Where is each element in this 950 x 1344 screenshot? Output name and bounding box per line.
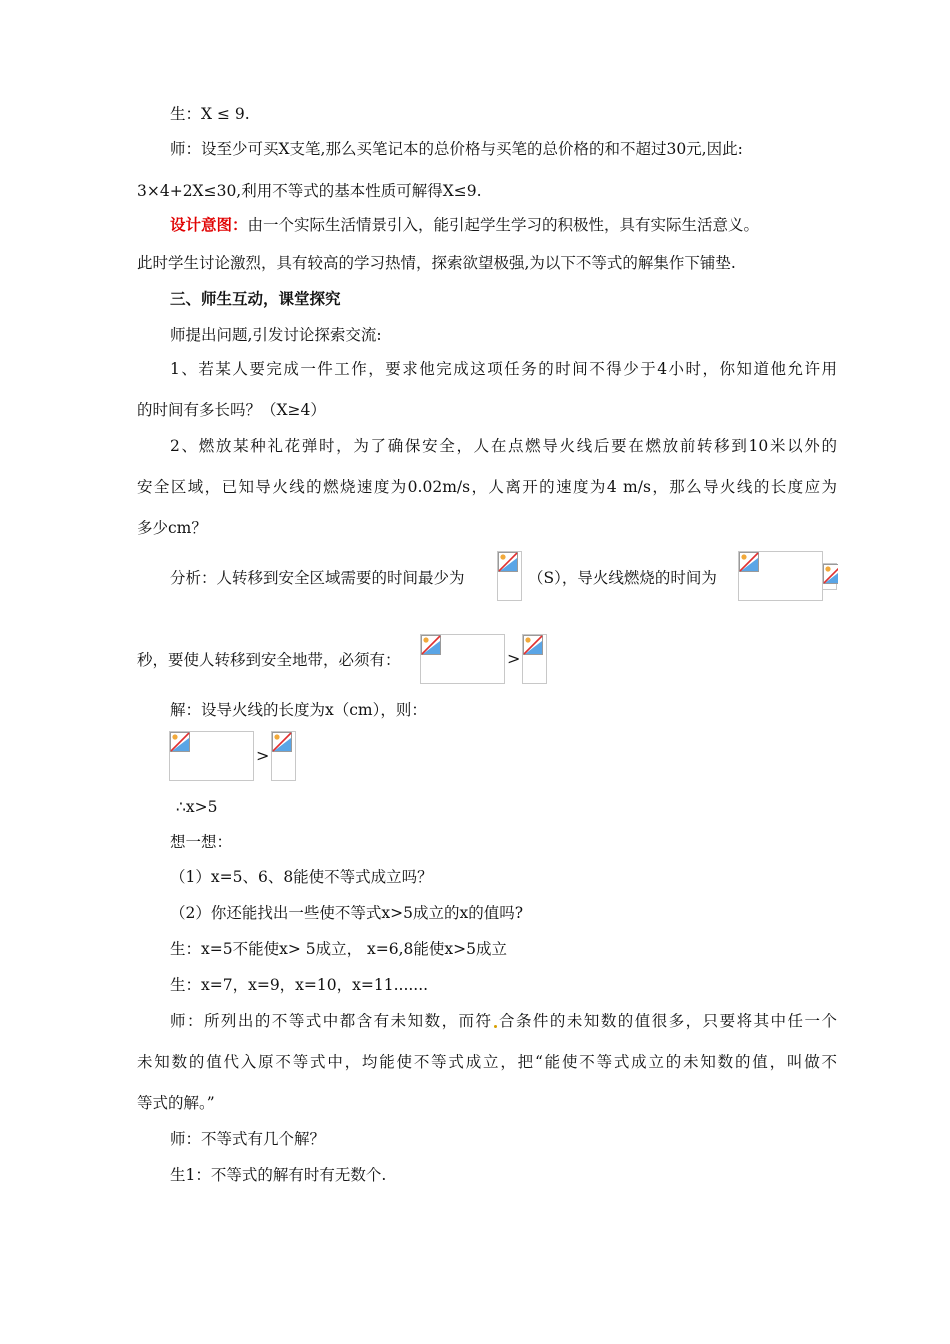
- analysis-text-1: 分析：人转移到安全区域需要的时间最少为: [170, 569, 465, 587]
- greater-than-sign: >: [507, 649, 521, 668]
- student-line-2: 生：x=7，x=9，x=10，x=11.......: [170, 976, 429, 994]
- student-line-1: 生：x=5不能使x> 5成立， x=6,8能使x>5成立: [170, 940, 508, 958]
- formula-image: [822, 563, 837, 590]
- question-2-line-3: 多少cm？: [137, 519, 207, 537]
- formula-image: [738, 551, 823, 601]
- prompt-line: 师提出问题,引发讨论探索交流:: [170, 326, 382, 344]
- broken-image-icon: [523, 635, 543, 655]
- think-heading: 想一想：: [170, 833, 233, 851]
- question-2-line-2: 安全区域，已知导火线的燃烧速度为0.02m/s，人离开的速度为4 m/s，那么导火线的长度应为: [137, 478, 837, 496]
- broken-image-icon: [739, 552, 759, 572]
- section-heading: 三、师生互动，课堂探究: [170, 289, 341, 308]
- formula-image: [420, 634, 505, 684]
- broken-image-icon: [498, 552, 518, 572]
- think-item-2: （2）你还能找出一些使不等式x>5成立的x的值吗?: [170, 904, 524, 922]
- teacher-line: 师：设至少可买X支笔,那么买笔记本的总价格与买笔的总价格的和不超过30元,因此:: [170, 140, 743, 158]
- teacher-explain-line-3: 等式的解。”: [137, 1094, 215, 1112]
- formula-image: [522, 634, 547, 684]
- teacher-question-line: 师：不等式有几个解？: [170, 1130, 326, 1148]
- question-2-line-1: 2、燃放某种礼花弹时，为了确保安全，人在点燃导火线后要在燃放前转移到10米以外的: [170, 437, 837, 455]
- formula-image: [169, 731, 254, 781]
- broken-image-icon: [421, 635, 441, 655]
- teacher-explain-line-1: [170, 1011, 837, 1031]
- student-line-3: 生1：不等式的解有时有无数个.: [170, 1166, 387, 1184]
- therefore-line: ∴x>5: [176, 798, 218, 816]
- design-intent-line: [170, 215, 759, 235]
- think-item-1: （1）x=5、6、8能使不等式成立吗？: [170, 868, 433, 886]
- broken-image-icon: [823, 564, 838, 584]
- discussion-line: 此时学生讨论激烈，具有较高的学习热情，探索欲望极强,为以下不等式的解集作下铺垫.: [137, 254, 736, 272]
- design-intent-label: 设计意图：: [170, 215, 248, 234]
- analysis-text-2: （S），导火线燃烧的时间为: [528, 569, 717, 587]
- broken-image-icon: [170, 732, 190, 752]
- student-answer-line: 生：X ≤ 9.: [170, 105, 250, 123]
- teacher-explain-part-1: 师：所列出的不等式中都含有未知数，而符: [170, 1012, 493, 1030]
- broken-image-icon: [272, 732, 292, 752]
- teacher-explain-part-2: 合条件的未知数的值很多，只要将其中任一个: [497, 1012, 837, 1030]
- greater-than-sign: >: [256, 746, 270, 765]
- equation-line: 3×4+2X≤30,利用不等式的基本性质可解得X≤9.: [137, 182, 482, 200]
- question-1-line-2: 的时间有多长吗？（X≥4）: [137, 401, 326, 419]
- analysis-text-3: 秒，要使人转移到安全地带，必须有：: [137, 651, 401, 669]
- solution-line: 解：设导火线的长度为x（cm），则：: [170, 701, 427, 719]
- mark-dot: [494, 1025, 497, 1028]
- teacher-explain-line-2: 未知数的值代入原不等式中，均能使不等式成立，把“能使不等式成立的未知数的值，叫做不: [137, 1053, 837, 1071]
- formula-image: [497, 551, 522, 601]
- formula-image: [271, 731, 296, 781]
- design-intent-text: 由一个实际生活情景引入，能引起学生学习的积极性，具有实际生活意义。: [247, 216, 760, 234]
- question-1-line-1: 1、若某人要完成一件工作，要求他完成这项任务的时间不得少于4小时，你知道他允许用: [170, 360, 837, 378]
